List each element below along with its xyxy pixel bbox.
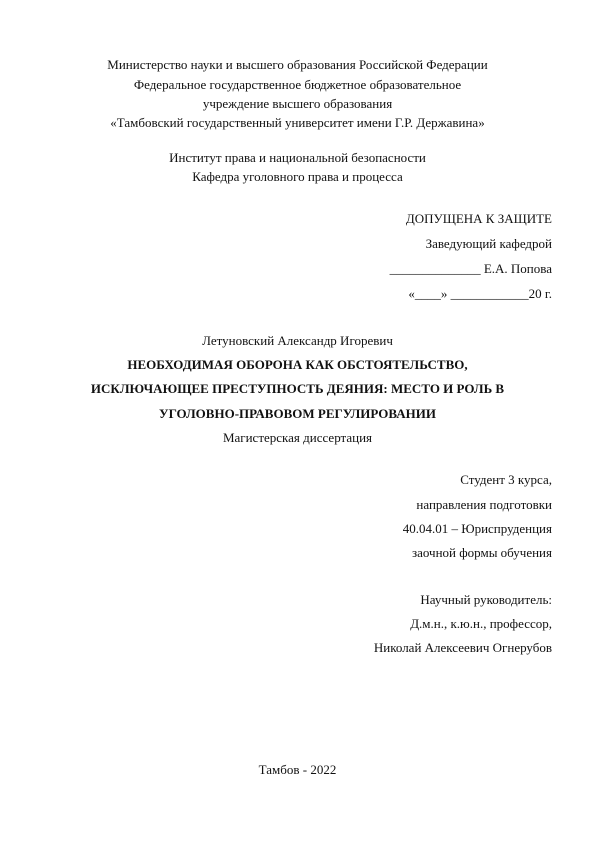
student-study-form: заочной формы обучения — [411, 545, 552, 560]
department-name: Кафедра уголовного права и процесса — [192, 169, 403, 184]
approval-title: ДОПУЩЕНА К ЗАЩИТЕ — [405, 211, 552, 226]
thesis-title-line-1: НЕОБХОДИМАЯ ОБОРОНА КАК ОБСТОЯТЕЛЬСТВО, — [127, 357, 468, 372]
institution-line-2: учреждение высшего образования — [202, 96, 393, 111]
supervisor-name: Николай Алексеевич Огнерубов — [373, 640, 552, 655]
supervisor-label: Научный руководитель: — [420, 592, 552, 607]
student-course: Студент 3 курса, — [460, 472, 552, 487]
approval-date: «____» ____________20 г. — [408, 286, 552, 301]
ministry-name: Министерство науки и высшего образования Российской Федерации — [107, 57, 488, 72]
supervisor-degrees: Д.м.н., к.ю.н., профессор, — [410, 616, 552, 631]
student-direction-code: 40.04.01 – Юриспруденция — [402, 521, 552, 536]
approval-signature: ______________ Е.А. Попова — [389, 261, 552, 276]
institute-name: Институт права и национальной безопасности — [169, 150, 426, 165]
work-type: Магистерская диссертация — [222, 430, 373, 445]
approval-role: Заведующий кафедрой — [425, 236, 552, 251]
university-name: «Тамбовский государственный университет имени Г.Р. Державина» — [110, 115, 485, 130]
city-year: Тамбов - 2022 — [258, 762, 337, 777]
institution-line-1: Федеральное государственное бюджетное образовательное — [133, 77, 462, 92]
student-direction-label: направления подготовки — [416, 497, 552, 512]
author-name: Летуновский Александр Игоревич — [202, 333, 393, 348]
thesis-title-line-3: УГОЛОВНО-ПРАВОВОМ РЕГУЛИРОВАНИИ — [159, 406, 436, 421]
thesis-title-line-2: ИСКЛЮЧАЮЩЕЕ ПРЕСТУПНОСТЬ ДЕЯНИЯ: МЕСТО И РОЛЬ В — [90, 381, 505, 396]
